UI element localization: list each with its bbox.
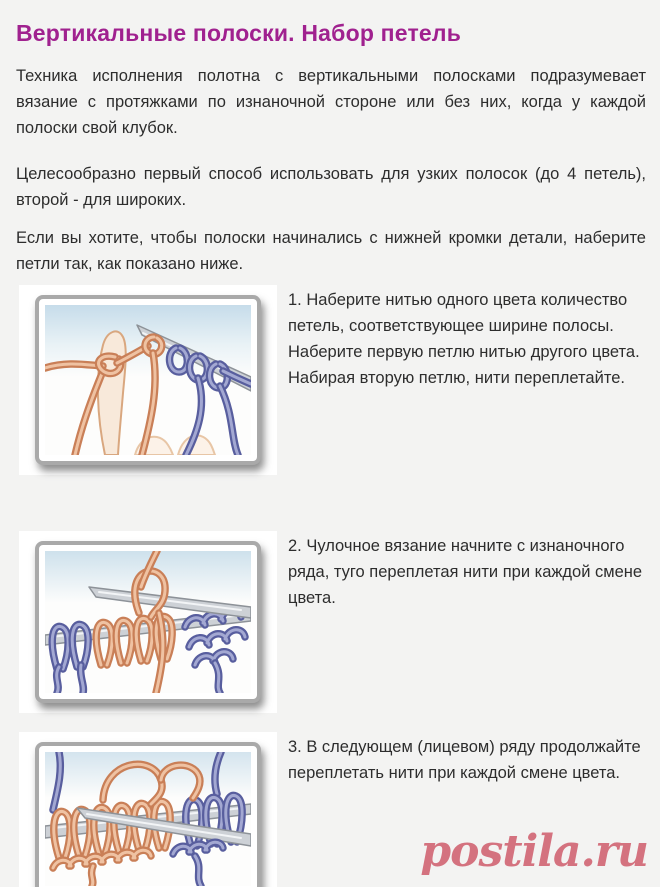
figure-frame-3 xyxy=(35,742,261,887)
step-2-text: 2. Чулочное вязание начните с изнаночного ряда, туго переплетая нити при каждой смене цвета. xyxy=(288,537,643,607)
figure-frame-2 xyxy=(35,541,261,703)
step-1-text: 1. Наберите нитью одного цвета количество петель, соответствующее ширине полосы. Наберите первую петлю нитью другого цвета. Набирая вторую петлю, нити переплетайте. xyxy=(288,291,640,387)
cast-on-two-colors-illustration xyxy=(45,305,251,455)
knit-row-color-change-illustration xyxy=(45,752,251,886)
intro-paragraph-3: Если вы хотите, чтобы полоски начинались с нижней кромки детали, наберите петли так, как показано ниже. xyxy=(16,229,646,273)
watermark: postila.ru xyxy=(420,826,648,877)
figure-card-2 xyxy=(19,531,277,713)
step-row-2 xyxy=(19,531,646,713)
figure-frame-1 xyxy=(35,295,261,465)
step-row-1 xyxy=(19,285,646,475)
intro-paragraph-2: Целесообразно первый способ использовать для узких полосок (до 4 петель), второй - для широких. xyxy=(16,165,646,209)
intro-paragraph-1: Техника исполнения полотна с вертикальными полосками подразумевает вязание с протяжками по изнаночной стороне или без них, когда у каждой полоски свой клубок. xyxy=(16,67,646,137)
page-title: Вертикальные полоски. Набор петель xyxy=(16,20,462,46)
figure-card-1 xyxy=(19,285,277,475)
purl-row-color-change-illustration xyxy=(45,551,251,693)
step-3-text: 3. В следующем (лицевом) ряду продолжайте переплетать нити при каждой смене цвета. xyxy=(288,738,641,782)
figure-card-3 xyxy=(19,732,277,887)
